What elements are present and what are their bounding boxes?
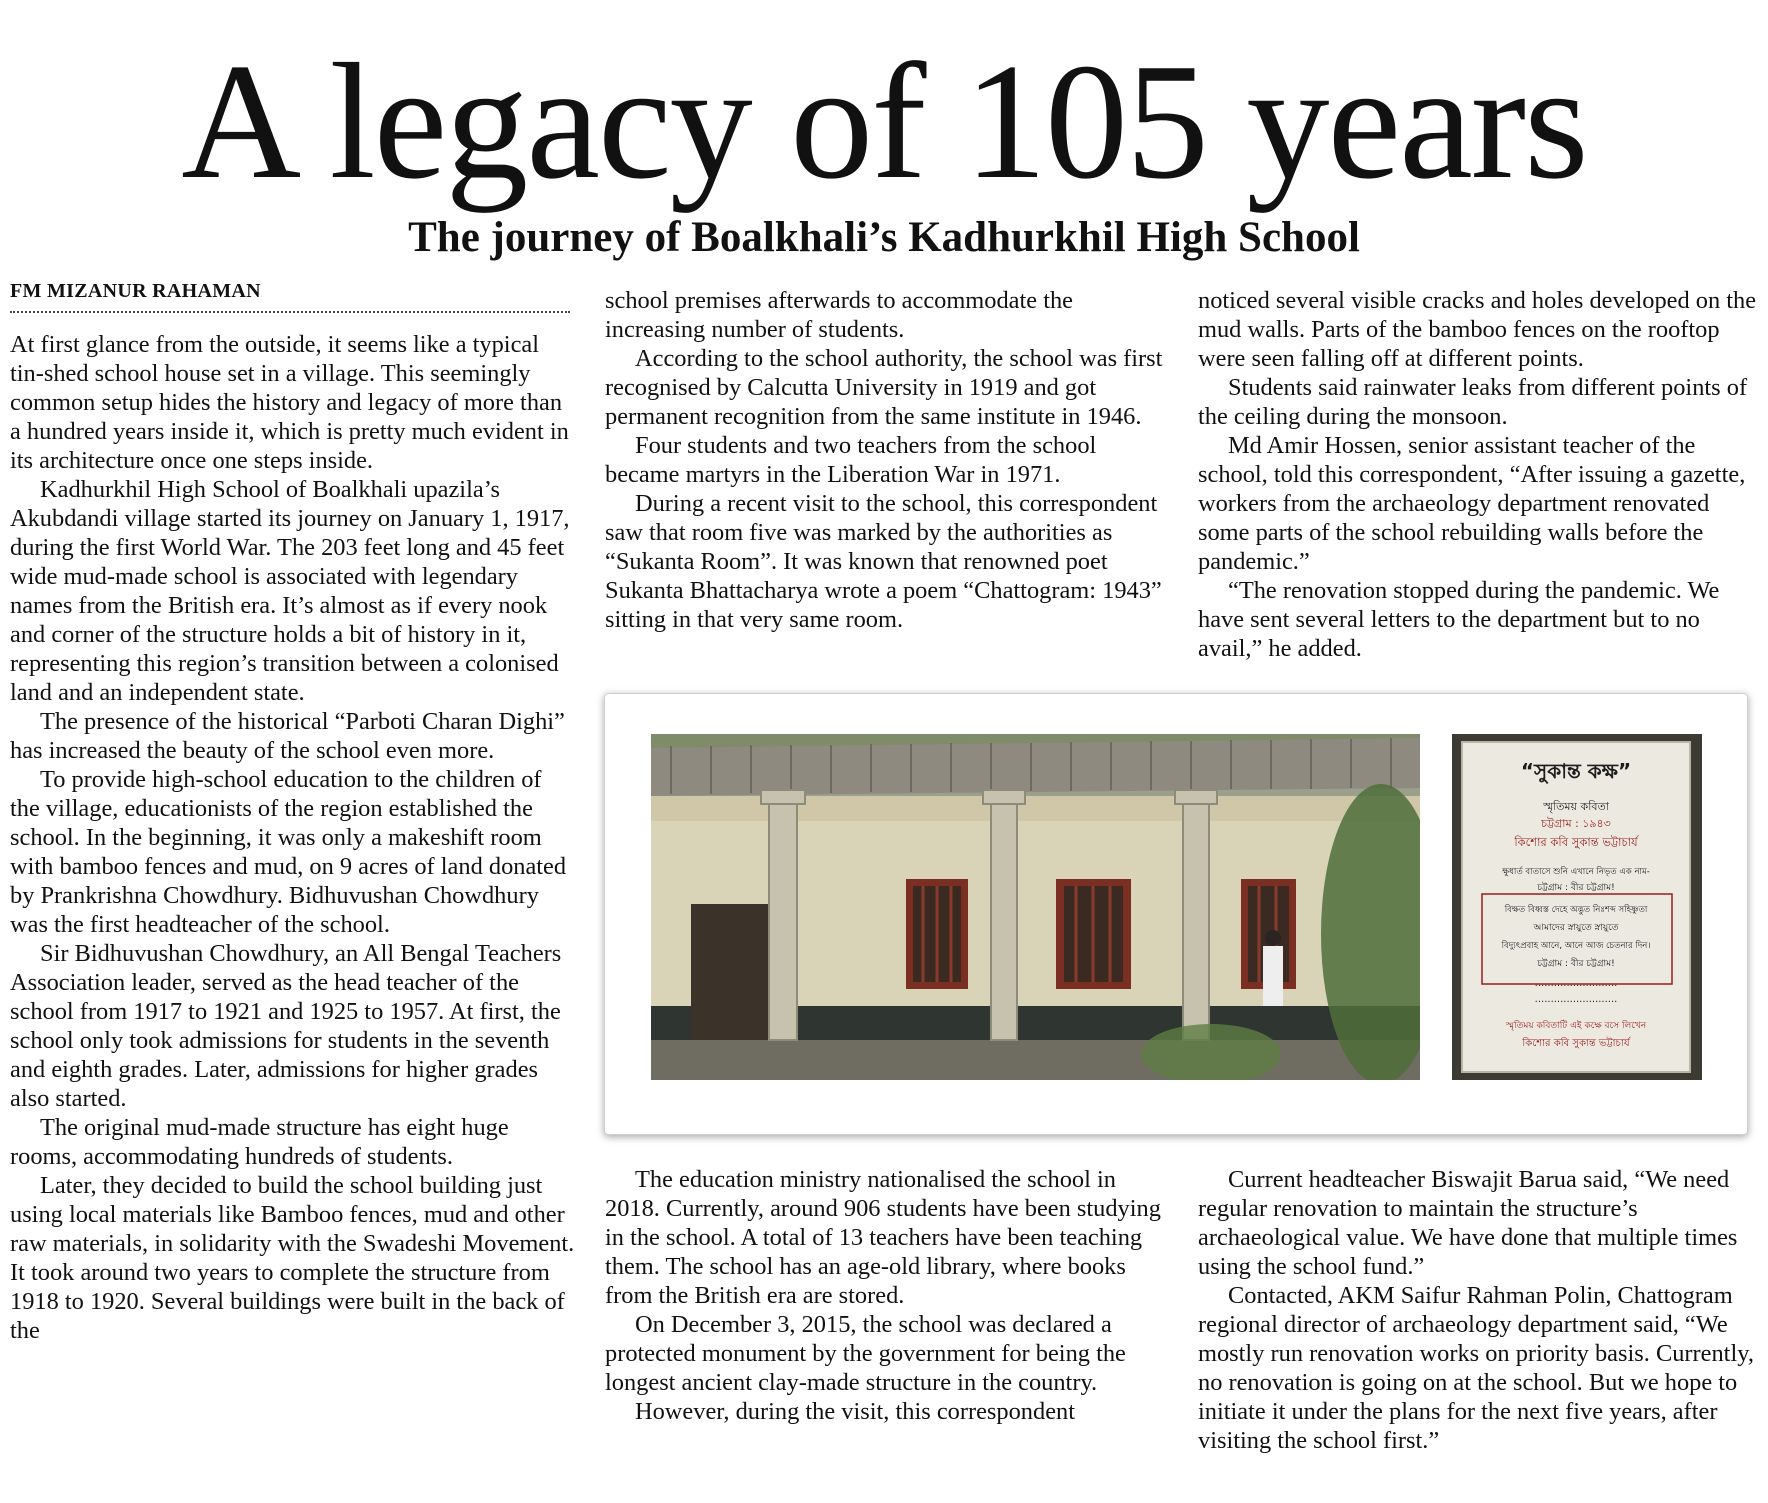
plaque-line: .......................... xyxy=(1534,978,1618,989)
plaque-line: আমাদের স্নায়ুতে স্নায়ুতে xyxy=(1533,923,1619,933)
paragraph: To provide high-school education to the children of the village, educationists of the region established the school. In the beginning, it was only a makeshift room with bamboo fences and mud, on 9 acres of land donated by Prankrishna Chowdhury. Bidhuvushan Chowdhury was the first headteacher of the school. xyxy=(10,766,567,938)
headline: A legacy of 105 years xyxy=(181,29,1587,213)
paragraph: On December 3, 2015, the school was declared a protected monument by the government for being the longest ancient clay-made structure in the country. xyxy=(605,1311,1126,1396)
school-building-photo xyxy=(651,734,1420,1080)
paragraph: Later, they decided to build the school building just using local materials like Bamboo fences, mud and other raw materials, in solidarity with the Swadeshi Movement. It took around two years to complete the structure from 1918 to 1920. Several buildings were built in the back of the xyxy=(10,1172,575,1344)
plaque-title: “সুকান্ত কক্ষ” xyxy=(1520,759,1632,783)
byline: FM MIZANUR RAHAMAN xyxy=(10,280,570,313)
column-2-bottom xyxy=(605,1165,1170,1426)
subheadline: The journey of Boalkhali’s Kadhurkhil High School xyxy=(408,214,1360,261)
paragraph: During a recent visit to the school, this correspondent saw that room five was marked by the authorities as “Sukanta Room”. It was known that renowned poet Sukanta Bhattacharya wrote a poem “Chattogram: 1943” sitting in that very same room. xyxy=(605,490,1162,633)
plaque-line: .......................... xyxy=(1534,994,1618,1005)
paragraph: The original mud-made structure has eight huge rooms, accommodating hundreds of students. xyxy=(10,1114,509,1170)
paragraph: Kadhurkhil High School of Boalkhali upazila’s Akubdandi village started its journey on January 1, 1917, during the first World War. The 203 feet long and 45 feet wide mud-made school is associated with legendary names from the British era. It’s almost as if every nook and corner of the structure holds a bit of history in it, representing this region’s transition between a colonised land and an independent state. xyxy=(10,476,570,706)
paragraph: noticed several visible cracks and holes developed on the mud walls. Parts of the bamboo fences on the rooftop were seen falling off at different points. xyxy=(1198,287,1757,372)
paragraph: Md Amir Hossen, senior assistant teacher of the school, told this correspondent, “After issuing a gazette, workers from the archaeology department renovated some parts of the school rebuilding walls before the pandemic.” xyxy=(1198,432,1746,575)
paragraph: Four students and two teachers from the school became martyrs in the Liberation War in 1971. xyxy=(605,432,1097,488)
plaque-line: চট্টগ্রাম : বীর চট্টগ্রাম! xyxy=(1537,883,1615,893)
paragraph: Current headteacher Biswajit Barua said, “We need regular renovation to maintain the structure’s archaeological value. We have done that multiple times using the school fund.” xyxy=(1198,1166,1738,1280)
paragraph: “The renovation stopped during the pandemic. We have sent several letters to the department but to no avail,” he added. xyxy=(1198,577,1720,662)
paragraph: At first glance from the outside, it seems like a typical tin-shed school house set in a village. This seemingly common setup hides the history and legacy of more than a hundred years inside it, which is pretty much evident in its architecture once one steps inside. xyxy=(10,331,569,474)
plaque-line: কিশোর কবি সুকান্ত ভট্টাচার্য xyxy=(1522,1038,1630,1049)
plaque-line: বিদ্যুৎপ্রবাহ আনে, আনে আজ চেতনার দিন। xyxy=(1501,941,1651,951)
paragraph: Students said rainwater leaks from different points of the ceiling during the monsoon. xyxy=(1198,374,1748,430)
plaque-line: কিশোর কবি সুকান্ত ভট্টাচার্য xyxy=(1514,835,1638,849)
column-3-top xyxy=(1198,286,1763,663)
column-3-bottom xyxy=(1198,1165,1763,1455)
paragraph: However, during the visit, this correspondent xyxy=(635,1398,1075,1425)
paragraph: According to the school authority, the school was first recognised by Calcutta University in 1919 and got permanent recognition from the same institute in 1946. xyxy=(605,345,1163,430)
paragraph: The education ministry nationalised the school in 2018. Currently, around 906 students have been studying in the school. A total of 13 teachers have been teaching them. The school has an age-old library, where books from the British era are stored. xyxy=(605,1166,1161,1309)
paragraph: school premises afterwards to accommodate the increasing number of students. xyxy=(605,287,1073,343)
paragraph: The presence of the historical “Parboti Charan Dighi” has increased the beauty of the school even more. xyxy=(10,708,565,764)
plaque-line: স্মৃতিময় কবিতাটি এই কক্ষে বসে লিখেন xyxy=(1505,1021,1647,1031)
plaque-line: ক্ষুধার্ত বাতাসে শুনি এখানে নিভৃত এক নাম- xyxy=(1502,867,1650,877)
column-1 xyxy=(10,330,575,1345)
plaque-line: চট্টগ্রাম : ১৯৪৩ xyxy=(1541,817,1611,830)
paragraph: Contacted, AKM Saifur Rahman Polin, Chattogram regional director of archaeology department said, “We mostly run renovation works on priority basis. Currently, no renovation is going on at the school. But we hope to initiate it under the plans for the next five years, after visiting the school first.” xyxy=(1198,1282,1754,1454)
photo-frame xyxy=(604,693,1748,1135)
sukanta-room-plaque-photo xyxy=(1452,734,1702,1080)
plaque-line: বিক্ষত বিধ্বস্ত দেহে অদ্ভুত নিঃশব্দ সহিষ্ণুতা xyxy=(1504,905,1648,915)
plaque-line: চট্টগ্রাম : বীর চট্টগ্রাম! xyxy=(1537,959,1615,969)
paragraph: Sir Bidhuvushan Chowdhury, an All Bengal Teachers Association leader, served as the head teacher of the school from 1917 to 1921 and 1925 to 1957. At first, the school only took admissions for students in the seventh and eighth grades. Later, admissions for higher grades also started. xyxy=(10,940,562,1112)
column-2-top xyxy=(605,286,1170,634)
plaque-line: স্মৃতিময় কবিতা xyxy=(1543,800,1609,813)
